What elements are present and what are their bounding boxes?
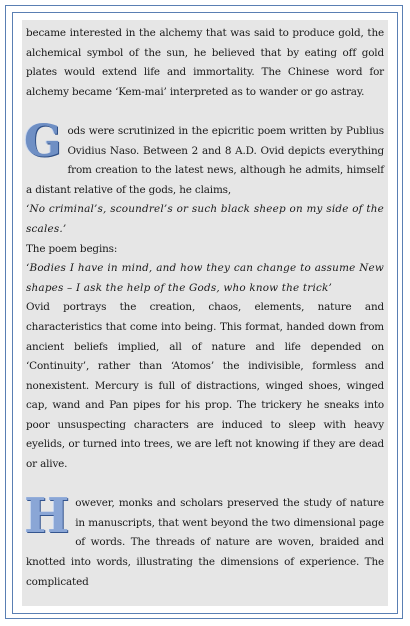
dropcap-g: G (24, 115, 62, 167)
monks-text: owever, monks and scholars preserved the study of nature in manuscripts, that went beyond the two dimensional page of words. The threads of nature are woven, braided and knotted into words, illustrating the dimensions of experience. The complicated (26, 497, 384, 588)
paragraph-gap (26, 475, 384, 495)
dropcap-h: H (24, 488, 70, 545)
paragraph-monks (24, 488, 384, 592)
poem-intro: The poem begins: (26, 242, 118, 255)
document-text (26, 24, 384, 592)
page-body (22, 20, 388, 606)
quote-criminals: ‘No criminal’s, scoundrel’s or such black sheep on my side of the scales.’ (26, 203, 384, 235)
ovid-text: ods were scrutinized in the epicritic poem written by Publius Ovidius Naso. Between 2 and 8 A.D. Ovid depicts everything from creation to the latest news, although he admits, himself a distant relative of the gods, he claims, (26, 124, 384, 196)
paragraph-alchemy: became interested in the alchemy that was said to produce gold, the alchemical symbol of the sun, he believed that by eating off gold plates would extend life and immortality. The Chinese word for alchemy became ‘Kem-mai’ interpreted as to wander or go astray. (26, 27, 384, 98)
paragraph-ovid (24, 115, 384, 200)
ovid-portrays-text: Ovid portrays the creation, chaos, elements, nature and characteristics that come into being. This format, handed down from ancient beliefs implied, all of nature and life depended on ‘Continuity’, rather than ‘Atomos’ the indivisible, formless and nonexistent. Mercury is full of distractions, winged shoes, winged cap, wand and Pan pipes for his prop. The trickery he sneaks into poor unsuspecting characters are induced to sleep with heavy eyelids, or turned into trees, we are left not knowing if they are dead or alive. (26, 301, 384, 471)
quote-poem: ‘Bodies I have in mind, and how they can change to assume New shapes – I ask the help of the Gods, who know the trick’ (26, 262, 384, 294)
paragraph-gap (26, 102, 384, 122)
